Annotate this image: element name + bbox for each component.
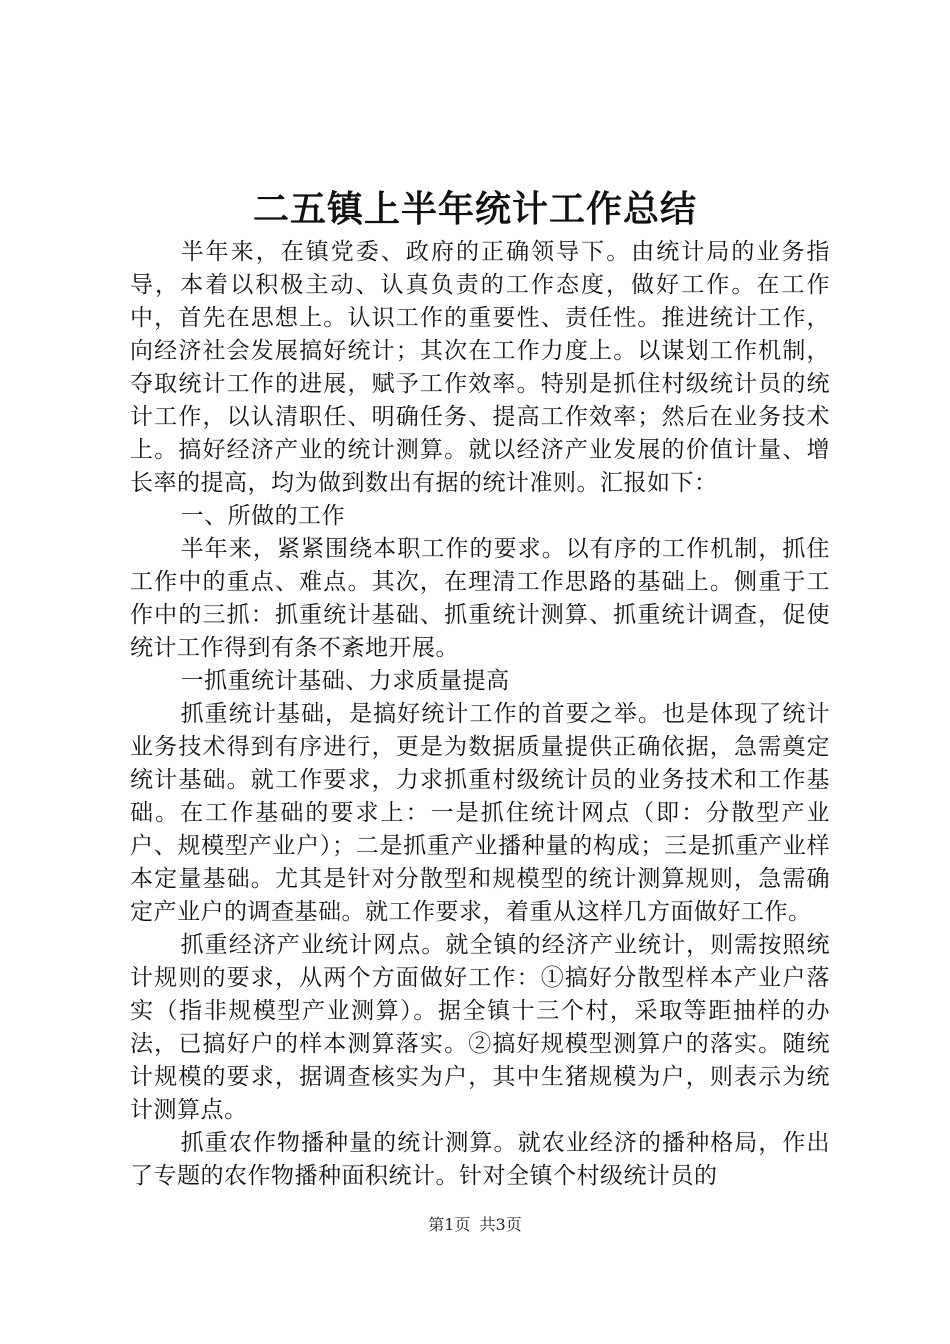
paragraph-crop-sowing: 抓重农作物播种量的统计测算。就农业经济的播种格局，作出了专题的农作物播种面积统计。针对全镇个村级统计员的 [130,1130,830,1189]
paragraph-intro: 半年来，在镇党委、政府的正确领导下。由统计局的业务指导，本着以积极主动、认真负责的工作态度，做好工作。在工作中，首先在思想上。认识工作的重要性、责任性。推进统计工作，向经济社会发展搞好统计；其次在工作力度上。以谋划工作机制，夺取统计工作的进展，赋予工作效率。特别是抓住村级统计员的统计工作，以认清职任、明确任务、提高工作效率；然后在业务技术上。搞好经济产业的统计测算。就以经济产业发展的价值计量、增长率的提高，均为做到数出有据的统计准则。汇报如下： [130,239,830,496]
section-heading-work-done: 一、所做的工作 [180,503,346,529]
paragraph-work-overview: 半年来，紧紧围绕本职工作的要求。以有序的工作机制，抓住工作中的重点、难点。其次，在理清工作思路的基础上。侧重于工作中的三抓：抓重统计基础、抓重统计测算、抓重统计调查，促使统计工作得到有条不紊地开展。 [130,536,830,661]
total-pages: 共3页 [479,1215,522,1234]
paragraph-statistical-network: 抓重经济产业统计网点。就全镇的经济产业统计，则需按照统计规则的要求，从两个方面做好工作：①搞好分散型样本产业户落实（指非规模型产业测算）。据全镇十三个村，采取等距抽样的办法，已搞好户的样本测算落实。②搞好规模型测算户的落实。随统计规模的要求，据调查核实为户，其中生猪规模为户，则表示为统计测算点。 [130,932,830,1123]
page-number: 第1页 [428,1215,471,1234]
subsection-heading-statistical-basis: 一抓重统计基础、力求质量提高 [180,668,510,694]
document-title: 二五镇上半年统计工作总结 [252,188,697,230]
paragraph-statistical-basis: 抓重统计基础，是搞好统计工作的首要之举。也是体现了统计业务技术得到有序进行，更是为数据质量提供正确依据，急需奠定统计基础。就工作要求，力求抓重村级统计员的业务技术和工作基础。在工作基础的要求上：一是抓住统计网点（即：分散型产业户、规模型产业户）；二是抓重产业播种量的构成；三是抓重产业样本定量基础。尤其是针对分散型和规模型的统计测算规则，急需确定产业户的调查基础。就工作要求，着重从这样几方面做好工作。 [130,701,830,925]
document-body [130,236,830,1193]
page-footer [0,1214,950,1236]
